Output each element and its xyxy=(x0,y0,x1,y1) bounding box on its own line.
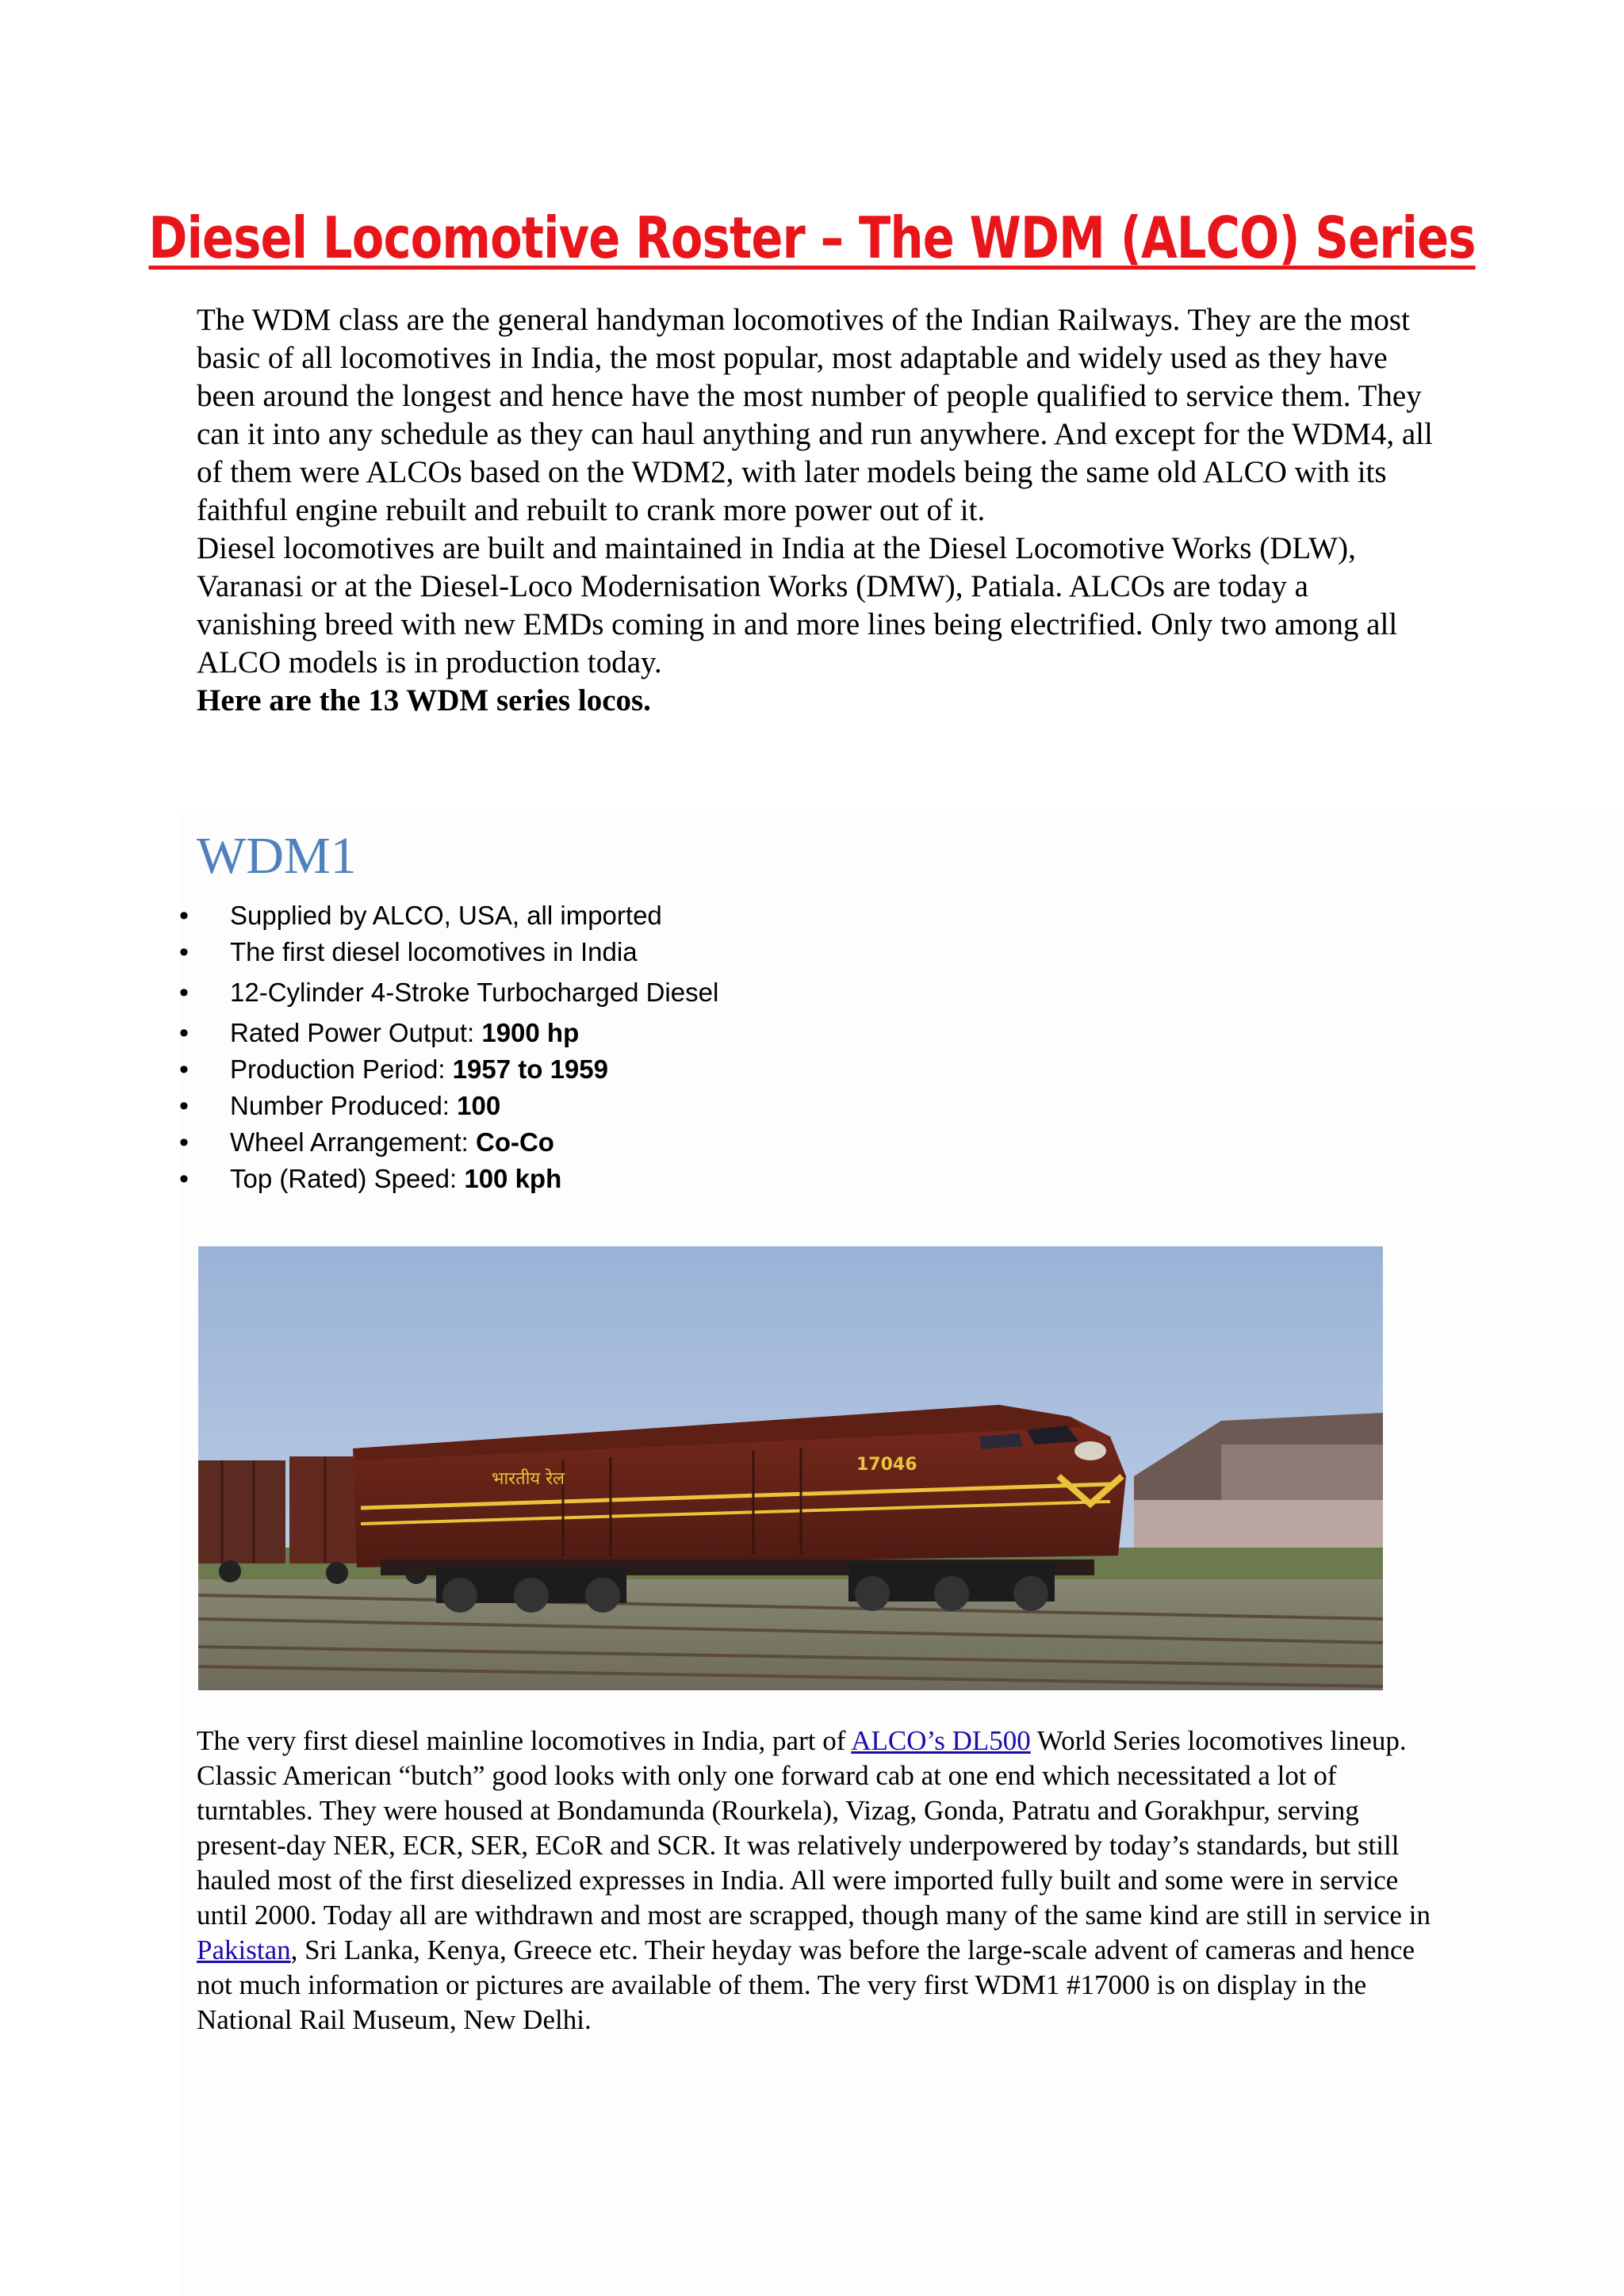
alco-dl500-link[interactable]: ALCO’s DL500 xyxy=(851,1725,1031,1756)
spec-item: • 12-Cylinder 4-Stroke Turbocharged Diesel xyxy=(179,970,1131,1015)
intro-lead: Here are the 13 WDM series locos. xyxy=(197,683,651,718)
intro-paragraph: The WDM class are the general handyman locomotives of the Indian Railways. They are the most basic of all locomotives in India, the most popular, most adaptable and widely used as they have been around the longest and hence have the most number of people qualified to service them. They can it into any schedule as they can haul anything and run anywhere. And except for the WDM4, all of them were ALCOs based on the WDM2, with later models being the same old ALCO with its faithful engine rebuilt and rebuilt to crank more power out of it. xyxy=(197,303,1433,527)
description-paragraph: The very first diesel mainline locomotives in India, part of ALCO’s DL500 World Series locomotives lineup. Classic American “butch” good looks with only one forward cab at one end which necessitated a lot of turntables. They were housed at Bondamunda (Rourkela), Vizag, Gonda, Patratu and Gorakhpur, serving present-day NER, ECR, SER, ECoR and SCR. It was relatively underpowered by today’s standards, but still hauled most of the first dieselized expresses in India. All were imported fully built and some were in service until 2000. Today all are withdrawn and most are scrapped, though many of the same kind are still in service in Pakistan, Sri Lanka, Kenya, Greece etc. Their heyday was before the large-scale advent of cameras and hence not much information or pictures are available of them. The very first WDM1 #17000 is on display in the National Rail Museum, New Delhi. xyxy=(197,1725,1431,2035)
spec-item: • Wheel Arrangement: Co-Co xyxy=(179,1124,1131,1161)
pakistan-link[interactable]: Pakistan xyxy=(197,1934,291,1965)
loco-side-lettering: भारतीय रेल xyxy=(492,1469,565,1489)
spec-item: • Number Produced: 100 xyxy=(179,1088,1131,1124)
spec-item: • The first diesel locomotives in India xyxy=(179,934,1131,970)
spec-item: • Rated Power Output: 1900 hp xyxy=(179,1015,1131,1051)
section-heading: WDM1 xyxy=(197,827,357,885)
spec-item: • Supplied by ALCO, USA, all imported xyxy=(179,897,1131,934)
page-title: Diesel Locomotive Roster – The WDM (ALCO) Series xyxy=(148,205,1476,271)
locomotive-photo xyxy=(198,1246,1383,1690)
loco-number: 17046 xyxy=(856,1455,917,1475)
spec-list xyxy=(179,897,1131,1197)
intro-paragraph: Diesel locomotives are built and maintained in India at the Diesel Locomotive Works (DLW), Varanasi or at the Diesel-Loco Modernisation Works (DMW), Patiala. ALCOs are today a vanishing breed with new EMDs coming in and more lines being electrified. Only two among all ALCO models is in production today. xyxy=(197,531,1398,679)
intro-block xyxy=(197,301,1434,720)
spec-item: • Top (Rated) Speed: 100 kph xyxy=(179,1161,1131,1197)
spec-item: • Production Period: 1957 to 1959 xyxy=(179,1051,1131,1088)
